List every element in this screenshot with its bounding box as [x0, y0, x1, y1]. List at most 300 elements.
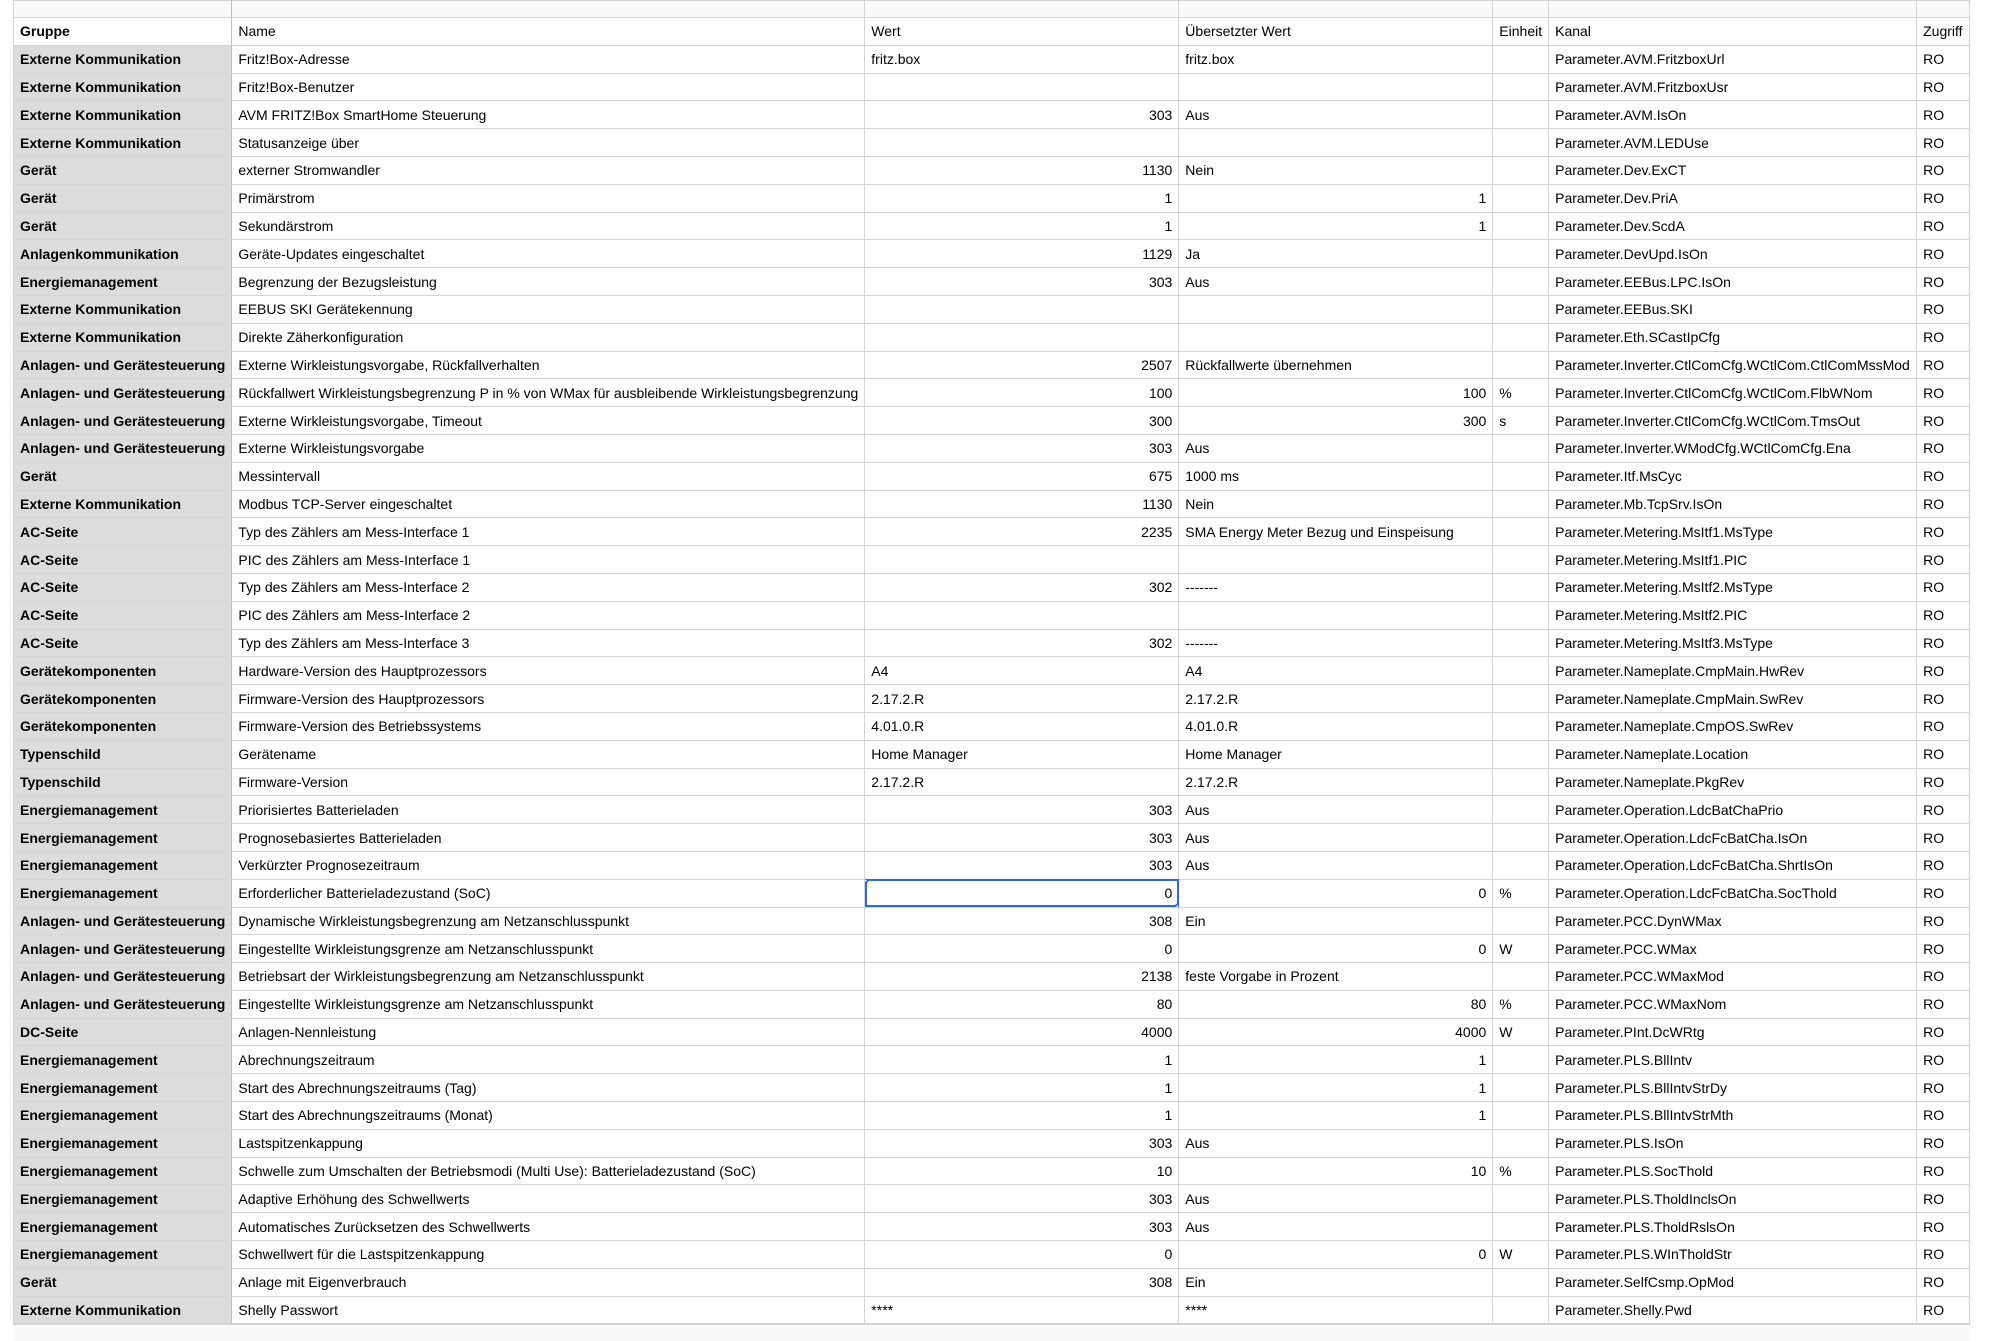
cell-wert[interactable]: fritz.box	[865, 45, 1179, 73]
cell-gruppe[interactable]: AC-Seite	[14, 573, 232, 601]
cell-einheit[interactable]	[1493, 796, 1549, 824]
selection-handle[interactable]	[865, 879, 870, 884]
cell-einheit[interactable]	[1493, 657, 1549, 685]
cell-kanal[interactable]: Parameter.Inverter.CtlComCfg.WCtlCom.TmsOut	[1549, 407, 1917, 435]
cell-zugriff[interactable]: RO	[1917, 268, 1969, 296]
cell-wert[interactable]: 300	[865, 407, 1179, 435]
cell-uebersetzter-wert[interactable]: fritz.box	[1179, 45, 1493, 73]
cell-uebersetzter-wert[interactable]: Rückfallwerte übernehmen	[1179, 351, 1493, 379]
cell-gruppe[interactable]: DC-Seite	[14, 1018, 232, 1046]
cell-gruppe[interactable]: Externe Kommunikation	[14, 490, 232, 518]
cell-kanal[interactable]: Parameter.Operation.LdcFcBatCha.SocThold	[1549, 879, 1917, 907]
cell-zugriff[interactable]: RO	[1917, 101, 1969, 129]
cell-wert[interactable]: 0	[865, 935, 1179, 963]
cell-kanal[interactable]: Parameter.Inverter.CtlComCfg.WCtlCom.CtlComMssMod	[1549, 351, 1917, 379]
cell-wert[interactable]: 303	[865, 824, 1179, 852]
cell-gruppe[interactable]: Gerätekomponenten	[14, 685, 232, 713]
cell-einheit[interactable]	[1493, 490, 1549, 518]
cell-kanal[interactable]: Parameter.Metering.MsItf2.PIC	[1549, 601, 1917, 629]
cell-name[interactable]: Betriebsart der Wirkleistungsbegrenzung am Netzanschlusspunkt	[232, 963, 865, 991]
cell-einheit[interactable]	[1493, 573, 1549, 601]
cell-name[interactable]: Typ des Zählers am Mess-Interface 2	[232, 573, 865, 601]
cell-wert[interactable]	[865, 323, 1179, 351]
cell-name[interactable]: Typ des Zählers am Mess-Interface 3	[232, 629, 865, 657]
cell-gruppe[interactable]: Energiemanagement	[14, 1213, 232, 1241]
cell-uebersetzter-wert[interactable]: 1	[1179, 212, 1493, 240]
cell-einheit[interactable]	[1493, 1074, 1549, 1102]
cell-kanal[interactable]: Parameter.DevUpd.IsOn	[1549, 240, 1917, 268]
cell-einheit[interactable]	[1493, 240, 1549, 268]
cell-name[interactable]: Rückfallwert Wirkleistungsbegrenzung P in % von WMax für ausbleibende Wirkleistungsbegrenzung	[232, 379, 865, 407]
cell-zugriff[interactable]: RO	[1917, 1018, 1969, 1046]
cell-zugriff[interactable]: RO	[1917, 45, 1969, 73]
cell-einheit[interactable]: %	[1493, 379, 1549, 407]
cell-uebersetzter-wert[interactable]: feste Vorgabe in Prozent	[1179, 963, 1493, 991]
cell-einheit[interactable]	[1493, 101, 1549, 129]
cell-kanal[interactable]: Parameter.EEBus.SKI	[1549, 295, 1917, 323]
cell-zugriff[interactable]: RO	[1917, 963, 1969, 991]
cell-zugriff[interactable]: RO	[1917, 1241, 1969, 1269]
cell-zugriff[interactable]: RO	[1917, 240, 1969, 268]
cell-einheit[interactable]: %	[1493, 1157, 1549, 1185]
cell-einheit[interactable]	[1493, 351, 1549, 379]
cell-kanal[interactable]: Parameter.Nameplate.CmpOS.SwRev	[1549, 712, 1917, 740]
cell-uebersetzter-wert[interactable]: A4	[1179, 657, 1493, 685]
cell-einheit[interactable]	[1493, 685, 1549, 713]
cell-wert[interactable]: 303	[865, 851, 1179, 879]
cell-kanal[interactable]: Parameter.PLS.BllIntv	[1549, 1046, 1917, 1074]
cell-uebersetzter-wert[interactable]: 1	[1179, 1102, 1493, 1130]
cell-gruppe[interactable]: Anlagen- und Gerätesteuerung	[14, 351, 232, 379]
cell-einheit[interactable]	[1493, 963, 1549, 991]
cell-wert[interactable]	[865, 129, 1179, 157]
cell-kanal[interactable]: Parameter.Dev.ScdA	[1549, 212, 1917, 240]
cell-uebersetzter-wert[interactable]	[1179, 546, 1493, 574]
cell-kanal[interactable]: Parameter.Inverter.CtlComCfg.WCtlCom.FlbWNom	[1549, 379, 1917, 407]
cell-gruppe[interactable]: Energiemanagement	[14, 796, 232, 824]
cell-uebersetzter-wert[interactable]: Aus	[1179, 1129, 1493, 1157]
cell-name[interactable]: Firmware-Version	[232, 768, 865, 796]
cell-wert[interactable]	[865, 73, 1179, 101]
cell-gruppe[interactable]: Externe Kommunikation	[14, 73, 232, 101]
cell-kanal[interactable]: Parameter.AVM.FritzboxUsr	[1549, 73, 1917, 101]
cell-kanal[interactable]: Parameter.Operation.LdcBatChaPrio	[1549, 796, 1917, 824]
cell-uebersetzter-wert[interactable]: 4.01.0.R	[1179, 712, 1493, 740]
cell-gruppe[interactable]: Gerätekomponenten	[14, 657, 232, 685]
cell-einheit[interactable]: %	[1493, 990, 1549, 1018]
cell-einheit[interactable]: %	[1493, 879, 1549, 907]
cell-gruppe[interactable]: Energiemanagement	[14, 268, 232, 296]
cell-einheit[interactable]	[1493, 1129, 1549, 1157]
cell-einheit[interactable]: W	[1493, 1241, 1549, 1269]
cell-kanal[interactable]: Parameter.Metering.MsItf3.MsType	[1549, 629, 1917, 657]
cell-einheit[interactable]	[1493, 546, 1549, 574]
cell-gruppe[interactable]: AC-Seite	[14, 629, 232, 657]
cell-uebersetzter-wert[interactable]: Aus	[1179, 796, 1493, 824]
cell-wert[interactable]: 1129	[865, 240, 1179, 268]
cell-zugriff[interactable]: RO	[1917, 462, 1969, 490]
cell-wert[interactable]	[865, 601, 1179, 629]
cell-einheit[interactable]	[1493, 323, 1549, 351]
cell-name[interactable]: Gerätename	[232, 740, 865, 768]
cell-uebersetzter-wert[interactable]: Aus	[1179, 824, 1493, 852]
cell-uebersetzter-wert[interactable]: Ja	[1179, 240, 1493, 268]
cell-zugriff[interactable]: RO	[1917, 990, 1969, 1018]
cell-einheit[interactable]	[1493, 268, 1549, 296]
cell-zugriff[interactable]: RO	[1917, 907, 1969, 935]
cell-gruppe[interactable]: Typenschild	[14, 768, 232, 796]
cell-zugriff[interactable]: RO	[1917, 351, 1969, 379]
cell-uebersetzter-wert[interactable]	[1179, 601, 1493, 629]
cell-zugriff[interactable]: RO	[1917, 1185, 1969, 1213]
cell-name[interactable]: PIC des Zählers am Mess-Interface 2	[232, 601, 865, 629]
cell-zugriff[interactable]: RO	[1917, 518, 1969, 546]
cell-uebersetzter-wert[interactable]	[1179, 323, 1493, 351]
cell-wert[interactable]: 303	[865, 1129, 1179, 1157]
cell-wert[interactable]: 308	[865, 1268, 1179, 1296]
cell-name[interactable]: Erforderlicher Batterieladezustand (SoC)	[232, 879, 865, 907]
cell-uebersetzter-wert[interactable]: 2.17.2.R	[1179, 685, 1493, 713]
cell-name[interactable]: externer Stromwandler	[232, 156, 865, 184]
cell-einheit[interactable]	[1493, 295, 1549, 323]
cell-uebersetzter-wert[interactable]: ****	[1179, 1296, 1493, 1324]
cell-zugriff[interactable]: RO	[1917, 851, 1969, 879]
cell-uebersetzter-wert[interactable]: 1000 ms	[1179, 462, 1493, 490]
cell-uebersetzter-wert[interactable]	[1179, 129, 1493, 157]
cell-zugriff[interactable]: RO	[1917, 657, 1969, 685]
cell-wert[interactable]: 1	[865, 184, 1179, 212]
cell-zugriff[interactable]: RO	[1917, 546, 1969, 574]
cell-kanal[interactable]: Parameter.Itf.MsCyc	[1549, 462, 1917, 490]
cell-name[interactable]: EEBUS SKI Gerätekennung	[232, 295, 865, 323]
cell-einheit[interactable]	[1493, 1268, 1549, 1296]
cell-gruppe[interactable]: Energiemanagement	[14, 1046, 232, 1074]
cell-zugriff[interactable]: RO	[1917, 601, 1969, 629]
cell-zugriff[interactable]: RO	[1917, 824, 1969, 852]
cell-gruppe[interactable]: Anlagen- und Gerätesteuerung	[14, 434, 232, 462]
cell-wert[interactable]: 4000	[865, 1018, 1179, 1046]
cell-einheit[interactable]	[1493, 907, 1549, 935]
cell-wert[interactable]: ****	[865, 1296, 1179, 1324]
header-uebersetzter-wert[interactable]: Übersetzter Wert	[1179, 18, 1493, 46]
cell-zugriff[interactable]: RO	[1917, 1157, 1969, 1185]
cell-uebersetzter-wert[interactable]: Aus	[1179, 434, 1493, 462]
cell-name[interactable]: Firmware-Version des Hauptprozessors	[232, 685, 865, 713]
cell-gruppe[interactable]: Anlagen- und Gerätesteuerung	[14, 963, 232, 991]
cell-zugriff[interactable]: RO	[1917, 935, 1969, 963]
cell-einheit[interactable]	[1493, 1102, 1549, 1130]
cell-kanal[interactable]: Parameter.Nameplate.CmpMain.SwRev	[1549, 685, 1917, 713]
cell-zugriff[interactable]: RO	[1917, 323, 1969, 351]
cell-uebersetzter-wert[interactable]: 10	[1179, 1157, 1493, 1185]
cell-name[interactable]: Typ des Zählers am Mess-Interface 1	[232, 518, 865, 546]
cell-zugriff[interactable]: RO	[1917, 129, 1969, 157]
cell-gruppe[interactable]: Energiemanagement	[14, 1102, 232, 1130]
cell-zugriff[interactable]: RO	[1917, 379, 1969, 407]
header-kanal[interactable]: Kanal	[1549, 18, 1917, 46]
cell-uebersetzter-wert[interactable]: 4000	[1179, 1018, 1493, 1046]
cell-wert[interactable]: 2235	[865, 518, 1179, 546]
cell-gruppe[interactable]: Externe Kommunikation	[14, 295, 232, 323]
cell-uebersetzter-wert[interactable]: 1	[1179, 184, 1493, 212]
cell-name[interactable]: Adaptive Erhöhung des Schwellwerts	[232, 1185, 865, 1213]
cell-wert[interactable]: A4	[865, 657, 1179, 685]
cell-name[interactable]: Firmware-Version des Betriebssystems	[232, 712, 865, 740]
cell-gruppe[interactable]: Externe Kommunikation	[14, 45, 232, 73]
cell-uebersetzter-wert[interactable]: Aus	[1179, 851, 1493, 879]
cell-uebersetzter-wert[interactable]: SMA Energy Meter Bezug und Einspeisung	[1179, 518, 1493, 546]
cell-einheit[interactable]	[1493, 768, 1549, 796]
cell-gruppe[interactable]: Energiemanagement	[14, 879, 232, 907]
cell-uebersetzter-wert[interactable]: Aus	[1179, 1213, 1493, 1241]
cell-zugriff[interactable]: RO	[1917, 879, 1969, 907]
selected-cell-wert[interactable]: 0	[865, 879, 1179, 907]
cell-einheit[interactable]	[1493, 1046, 1549, 1074]
cell-einheit[interactable]	[1493, 851, 1549, 879]
cell-wert[interactable]: 303	[865, 434, 1179, 462]
cell-wert[interactable]: 303	[865, 1185, 1179, 1213]
cell-uebersetzter-wert[interactable]: 2.17.2.R	[1179, 768, 1493, 796]
cell-name[interactable]: Eingestellte Wirkleistungsgrenze am Netzanschlusspunkt	[232, 935, 865, 963]
header-wert[interactable]: Wert	[865, 18, 1179, 46]
cell-uebersetzter-wert[interactable]: Ein	[1179, 1268, 1493, 1296]
cell-einheit[interactable]	[1493, 824, 1549, 852]
cell-kanal[interactable]: Parameter.PLS.SocThold	[1549, 1157, 1917, 1185]
cell-uebersetzter-wert[interactable]: 100	[1179, 379, 1493, 407]
cell-gruppe[interactable]: Gerät	[14, 1268, 232, 1296]
cell-gruppe[interactable]: Gerät	[14, 184, 232, 212]
cell-kanal[interactable]: Parameter.PLS.TholdRslsOn	[1549, 1213, 1917, 1241]
cell-uebersetzter-wert[interactable]: 0	[1179, 879, 1493, 907]
cell-einheit[interactable]	[1493, 212, 1549, 240]
cell-name[interactable]: Statusanzeige über	[232, 129, 865, 157]
cell-gruppe[interactable]: Energiemanagement	[14, 1157, 232, 1185]
cell-wert[interactable]: 1	[865, 1074, 1179, 1102]
cell-name[interactable]: Dynamische Wirkleistungsbegrenzung am Netzanschlusspunkt	[232, 907, 865, 935]
cell-kanal[interactable]: Parameter.PCC.WMaxMod	[1549, 963, 1917, 991]
cell-zugriff[interactable]: RO	[1917, 212, 1969, 240]
cell-wert[interactable]: 303	[865, 1213, 1179, 1241]
cell-kanal[interactable]: Parameter.Metering.MsItf1.PIC	[1549, 546, 1917, 574]
cell-kanal[interactable]: Parameter.Nameplate.CmpMain.HwRev	[1549, 657, 1917, 685]
selection-handle[interactable]	[1174, 903, 1179, 908]
cell-name[interactable]: Primärstrom	[232, 184, 865, 212]
cell-einheit[interactable]	[1493, 73, 1549, 101]
cell-uebersetzter-wert[interactable]: Nein	[1179, 490, 1493, 518]
cell-uebersetzter-wert[interactable]: 0	[1179, 1241, 1493, 1269]
cell-name[interactable]: Automatisches Zurücksetzen des Schwellwerts	[232, 1213, 865, 1241]
cell-zugriff[interactable]: RO	[1917, 1102, 1969, 1130]
cell-einheit[interactable]	[1493, 601, 1549, 629]
cell-kanal[interactable]: Parameter.Mb.TcpSrv.IsOn	[1549, 490, 1917, 518]
cell-kanal[interactable]: Parameter.PLS.BllIntvStrMth	[1549, 1102, 1917, 1130]
cell-uebersetzter-wert[interactable]: 80	[1179, 990, 1493, 1018]
cell-gruppe[interactable]: Energiemanagement	[14, 1241, 232, 1269]
cell-name[interactable]: Geräte-Updates eingeschaltet	[232, 240, 865, 268]
cell-kanal[interactable]: Parameter.Nameplate.Location	[1549, 740, 1917, 768]
cell-uebersetzter-wert[interactable]: Aus	[1179, 1185, 1493, 1213]
cell-kanal[interactable]: Parameter.PCC.DynWMax	[1549, 907, 1917, 935]
cell-gruppe[interactable]: Gerät	[14, 156, 232, 184]
cell-kanal[interactable]: Parameter.SelfCsmp.OpMod	[1549, 1268, 1917, 1296]
cell-name[interactable]: Anlagen-Nennleistung	[232, 1018, 865, 1046]
cell-name[interactable]: Direkte Zäherkonfiguration	[232, 323, 865, 351]
cell-gruppe[interactable]: Anlagen- und Gerätesteuerung	[14, 379, 232, 407]
cell-wert[interactable]: 4.01.0.R	[865, 712, 1179, 740]
cell-einheit[interactable]	[1493, 740, 1549, 768]
cell-gruppe[interactable]: AC-Seite	[14, 518, 232, 546]
cell-name[interactable]: PIC des Zählers am Mess-Interface 1	[232, 546, 865, 574]
cell-wert[interactable]: 80	[865, 990, 1179, 1018]
cell-name[interactable]: Fritz!Box-Benutzer	[232, 73, 865, 101]
header-name[interactable]: Name	[232, 18, 865, 46]
cell-name[interactable]: Schwelle zum Umschalten der Betriebsmodi (Multi Use): Batterieladezustand (SoC)	[232, 1157, 865, 1185]
cell-zugriff[interactable]: RO	[1917, 1046, 1969, 1074]
cell-einheit[interactable]	[1493, 1185, 1549, 1213]
cell-einheit[interactable]	[1493, 129, 1549, 157]
cell-wert[interactable]: 303	[865, 268, 1179, 296]
cell-zugriff[interactable]: RO	[1917, 1296, 1969, 1324]
cell-wert[interactable]: 2507	[865, 351, 1179, 379]
cell-wert[interactable]	[865, 295, 1179, 323]
cell-kanal[interactable]: Parameter.Operation.LdcFcBatCha.ShrtIsOn	[1549, 851, 1917, 879]
cell-wert[interactable]: 302	[865, 629, 1179, 657]
cell-name[interactable]: Start des Abrechnungszeitraums (Tag)	[232, 1074, 865, 1102]
cell-kanal[interactable]: Parameter.PCC.WMaxNom	[1549, 990, 1917, 1018]
cell-kanal[interactable]: Parameter.Dev.PriA	[1549, 184, 1917, 212]
cell-zugriff[interactable]: RO	[1917, 685, 1969, 713]
cell-wert[interactable]: 100	[865, 379, 1179, 407]
cell-einheit[interactable]	[1493, 156, 1549, 184]
cell-name[interactable]: Modbus TCP-Server eingeschaltet	[232, 490, 865, 518]
cell-kanal[interactable]: Parameter.Operation.LdcFcBatCha.IsOn	[1549, 824, 1917, 852]
cell-name[interactable]: Lastspitzenkappung	[232, 1129, 865, 1157]
cell-zugriff[interactable]: RO	[1917, 629, 1969, 657]
cell-name[interactable]: Messintervall	[232, 462, 865, 490]
cell-kanal[interactable]: Parameter.PLS.IsOn	[1549, 1129, 1917, 1157]
cell-uebersetzter-wert[interactable]: Nein	[1179, 156, 1493, 184]
cell-zugriff[interactable]: RO	[1917, 796, 1969, 824]
cell-gruppe[interactable]: Energiemanagement	[14, 1129, 232, 1157]
cell-einheit[interactable]: s	[1493, 407, 1549, 435]
cell-einheit[interactable]	[1493, 45, 1549, 73]
cell-wert[interactable]	[865, 546, 1179, 574]
cell-gruppe[interactable]: Energiemanagement	[14, 851, 232, 879]
cell-einheit[interactable]	[1493, 434, 1549, 462]
cell-kanal[interactable]: Parameter.PInt.DcWRtg	[1549, 1018, 1917, 1046]
cell-wert[interactable]: 308	[865, 907, 1179, 935]
cell-wert[interactable]: 303	[865, 796, 1179, 824]
cell-einheit[interactable]: W	[1493, 1018, 1549, 1046]
cell-zugriff[interactable]: RO	[1917, 1129, 1969, 1157]
cell-einheit[interactable]	[1493, 184, 1549, 212]
cell-einheit[interactable]	[1493, 1296, 1549, 1324]
cell-name[interactable]: Eingestellte Wirkleistungsgrenze am Netzanschlusspunkt	[232, 990, 865, 1018]
cell-kanal[interactable]: Parameter.Dev.ExCT	[1549, 156, 1917, 184]
cell-wert[interactable]: 2.17.2.R	[865, 685, 1179, 713]
cell-wert[interactable]: 303	[865, 101, 1179, 129]
cell-wert[interactable]: 10	[865, 1157, 1179, 1185]
cell-zugriff[interactable]: RO	[1917, 1074, 1969, 1102]
cell-zugriff[interactable]: RO	[1917, 768, 1969, 796]
cell-wert[interactable]: Home Manager	[865, 740, 1179, 768]
cell-kanal[interactable]: Parameter.PCC.WMax	[1549, 935, 1917, 963]
cell-wert[interactable]: 302	[865, 573, 1179, 601]
cell-uebersetzter-wert[interactable]: Aus	[1179, 268, 1493, 296]
cell-uebersetzter-wert[interactable]: 0	[1179, 935, 1493, 963]
cell-einheit[interactable]	[1493, 462, 1549, 490]
cell-uebersetzter-wert[interactable]	[1179, 73, 1493, 101]
cell-zugriff[interactable]: RO	[1917, 1213, 1969, 1241]
cell-name[interactable]: Priorisiertes Batterieladen	[232, 796, 865, 824]
cell-name[interactable]: Hardware-Version des Hauptprozessors	[232, 657, 865, 685]
cell-uebersetzter-wert[interactable]	[1179, 295, 1493, 323]
header-gruppe[interactable]: Gruppe	[14, 18, 232, 46]
cell-gruppe[interactable]: AC-Seite	[14, 601, 232, 629]
cell-uebersetzter-wert[interactable]: 1	[1179, 1074, 1493, 1102]
cell-kanal[interactable]: Parameter.AVM.FritzboxUrl	[1549, 45, 1917, 73]
cell-kanal[interactable]: Parameter.Nameplate.PkgRev	[1549, 768, 1917, 796]
cell-gruppe[interactable]: Anlagen- und Gerätesteuerung	[14, 935, 232, 963]
cell-gruppe[interactable]: Gerät	[14, 462, 232, 490]
header-zugriff[interactable]: Zugriff	[1917, 18, 1969, 46]
cell-zugriff[interactable]: RO	[1917, 295, 1969, 323]
cell-gruppe[interactable]: Energiemanagement	[14, 824, 232, 852]
cell-zugriff[interactable]: RO	[1917, 156, 1969, 184]
cell-gruppe[interactable]: Energiemanagement	[14, 1074, 232, 1102]
cell-wert[interactable]: 1130	[865, 490, 1179, 518]
cell-uebersetzter-wert[interactable]: 300	[1179, 407, 1493, 435]
cell-name[interactable]: Externe Wirkleistungsvorgabe	[232, 434, 865, 462]
cell-uebersetzter-wert[interactable]: 1	[1179, 1046, 1493, 1074]
cell-name[interactable]: Abrechnungszeitraum	[232, 1046, 865, 1074]
cell-name[interactable]: Externe Wirkleistungsvorgabe, Rückfallverhalten	[232, 351, 865, 379]
cell-name[interactable]: Externe Wirkleistungsvorgabe, Timeout	[232, 407, 865, 435]
cell-name[interactable]: Fritz!Box-Adresse	[232, 45, 865, 73]
cell-kanal[interactable]: Parameter.Eth.SCastIpCfg	[1549, 323, 1917, 351]
cell-zugriff[interactable]: RO	[1917, 1268, 1969, 1296]
header-einheit[interactable]: Einheit	[1493, 18, 1549, 46]
cell-gruppe[interactable]: Gerät	[14, 212, 232, 240]
cell-einheit[interactable]	[1493, 629, 1549, 657]
cell-name[interactable]: Shelly Passwort	[232, 1296, 865, 1324]
cell-gruppe[interactable]: Externe Kommunikation	[14, 1296, 232, 1324]
cell-kanal[interactable]: Parameter.AVM.IsOn	[1549, 101, 1917, 129]
cell-gruppe[interactable]: Anlagenkommunikation	[14, 240, 232, 268]
cell-uebersetzter-wert[interactable]: Ein	[1179, 907, 1493, 935]
cell-name[interactable]: Sekundärstrom	[232, 212, 865, 240]
cell-gruppe[interactable]: Externe Kommunikation	[14, 101, 232, 129]
cell-name[interactable]: Schwellwert für die Lastspitzenkappung	[232, 1241, 865, 1269]
cell-zugriff[interactable]: RO	[1917, 73, 1969, 101]
cell-gruppe[interactable]: Energiemanagement	[14, 1185, 232, 1213]
cell-zugriff[interactable]: RO	[1917, 712, 1969, 740]
cell-einheit[interactable]	[1493, 1213, 1549, 1241]
cell-einheit[interactable]	[1493, 518, 1549, 546]
cell-kanal[interactable]: Parameter.AVM.LEDUse	[1549, 129, 1917, 157]
cell-kanal[interactable]: Parameter.EEBus.LPC.IsOn	[1549, 268, 1917, 296]
cell-wert[interactable]: 1130	[865, 156, 1179, 184]
cell-name[interactable]: Anlage mit Eigenverbrauch	[232, 1268, 865, 1296]
cell-kanal[interactable]: Parameter.Shelly.Pwd	[1549, 1296, 1917, 1324]
cell-einheit[interactable]: W	[1493, 935, 1549, 963]
cell-kanal[interactable]: Parameter.PLS.WInTholdStr	[1549, 1241, 1917, 1269]
cell-kanal[interactable]: Parameter.Metering.MsItf1.MsType	[1549, 518, 1917, 546]
cell-uebersetzter-wert[interactable]: Aus	[1179, 101, 1493, 129]
cell-wert[interactable]: 2138	[865, 963, 1179, 991]
cell-wert[interactable]: 1	[865, 1102, 1179, 1130]
cell-name[interactable]: Prognosebasiertes Batterieladen	[232, 824, 865, 852]
